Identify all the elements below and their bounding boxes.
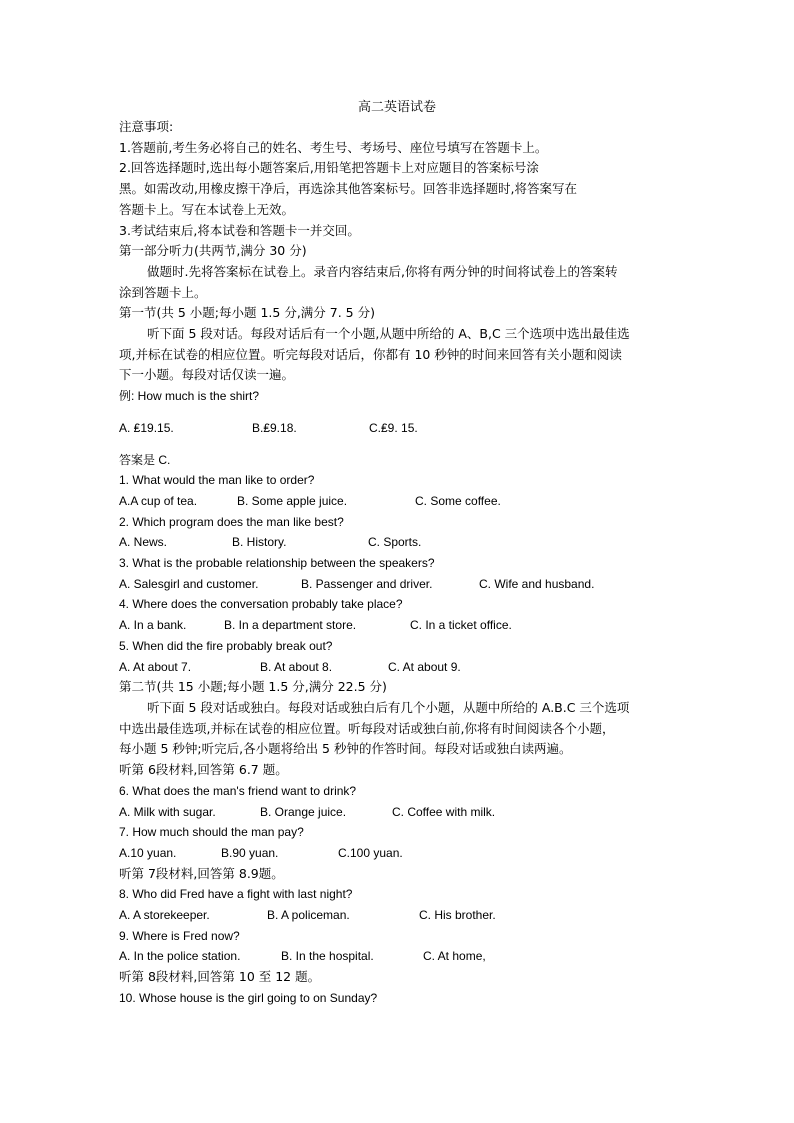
option-a: A. At about 7. <box>119 659 192 674</box>
option-b: B. In a department store. <box>224 618 357 633</box>
example-options <box>119 418 681 439</box>
notice-item-3: 3.考试结束后,将本试卷和答题卡一并交回。 <box>119 222 360 238</box>
option-c: C. Wife and husband. <box>479 576 595 591</box>
section1-instruction: 听下面 5 段对话。每段对话后有一个小题,从题中所给的 A、B,C 三个选项中选出最佳选 <box>147 326 630 342</box>
option-b: B. In the hospital. <box>281 949 374 964</box>
question-options <box>119 946 681 967</box>
question-options <box>119 905 681 926</box>
option-b: B. Orange juice. <box>260 804 347 819</box>
page-title: 高二英语试卷 <box>357 100 436 115</box>
part1-instruction: 做题时.先将答案标在试卷上。录音内容结束后,你将有两分钟的时间将试卷上的答案转 <box>147 263 618 279</box>
option-a: A. In a bank. <box>119 618 187 633</box>
section2-instruction: 听下面 5 段对话或独白。每段对话或独白后有几个小题，从题中所给的 A.B.C 三个选项 <box>147 699 630 715</box>
question: 7. How much should the man pay? <box>119 825 304 840</box>
option-a: A. Milk with sugar. <box>119 804 216 819</box>
notice-item-2b: 黑。如需改动,用橡皮擦干净后，再选涂其他答案标号。回答非选择题时,将答案写在 <box>119 181 577 197</box>
question: 3. What is the probable relationship between the speakers? <box>119 556 435 571</box>
option-b: B. Passenger and driver. <box>301 576 433 591</box>
question: 2. Which program does the man like best? <box>119 514 344 529</box>
option-c: C. At about 9. <box>388 659 461 674</box>
option-c: C.₤9. 15. <box>369 420 418 435</box>
question-options <box>119 802 681 823</box>
part1-heading: 第一部分听力(共两节,满分 30 分) <box>119 243 307 259</box>
material-7-label: 听第 7段材料,回答第 8.9题。 <box>119 865 284 881</box>
option-b: B. At about 8. <box>260 659 333 674</box>
option-a: A. Salesgirl and customer. <box>119 576 259 591</box>
question-options <box>119 574 681 595</box>
section1-instruction: 下一小题。每段对话仅读一遍。 <box>119 367 295 383</box>
option-c: C. Coffee with milk. <box>392 804 496 819</box>
option-b: B. A policeman. <box>267 908 350 923</box>
option-b: B.90 yuan. <box>221 845 279 860</box>
question: 9. Where is Fred now? <box>119 928 240 943</box>
option-c: C. At home, <box>423 949 486 964</box>
option-c: C. Sports. <box>368 535 422 550</box>
question-options <box>119 843 681 864</box>
material-6-label: 听第 6段材料,回答第 6.7 题。 <box>119 762 288 778</box>
option-a: A.A cup of tea. <box>119 493 198 508</box>
question: 4. Where does the conversation probably take place? <box>119 597 403 612</box>
option-a: A. In the police station. <box>119 949 241 964</box>
question: 6. What does the man's friend want to drink? <box>119 783 357 798</box>
section2-instruction: 中选出最佳选项,并标在试卷的相应位置。听每段对话或独白前,你将有时间阅读各个小题， <box>119 720 615 736</box>
option-a: A. ₤19.15. <box>119 420 174 435</box>
section2-instruction: 每小题 5 秒钟;听完后,各小题将给出 5 秒钟的作答时间。每段对话或独白读两遍。 <box>119 741 572 757</box>
option-b: B. History. <box>232 535 287 550</box>
example-answer: 答案是 C. <box>119 452 171 467</box>
option-c: C. His brother. <box>419 908 496 923</box>
notice-item-2a: 2.回答选择题时,选出每小题答案后,用铅笔把答题卡上对应题目的答案标号涂 <box>119 160 539 176</box>
part1-instruction: 涂到答题卡上。 <box>119 284 207 300</box>
option-c: C. Some coffee. <box>415 493 501 508</box>
option-c: C. In a ticket office. <box>410 618 512 633</box>
question: 8. Who did Fred have a fight with last night? <box>119 887 353 902</box>
question: 1. What would the man like to order? <box>119 473 315 488</box>
option-b: B. Some apple juice. <box>237 493 348 508</box>
exam-body <box>119 117 681 1009</box>
option-b: B.₤9.18. <box>252 420 297 435</box>
notice-item-1: 1.答题前,考生务必将自己的姓名、考生号、考场号、座位号填写在答题卡上。 <box>119 139 548 155</box>
question-options <box>119 491 681 512</box>
option-a: A. A storekeeper. <box>119 908 210 923</box>
example-question: 例: How much is the shirt? <box>119 389 260 404</box>
section2-heading: 第二节(共 15 小题;每小题 1.5 分,满分 22.5 分) <box>119 679 387 695</box>
question: 10. Whose house is the girl going to on Sunday? <box>119 990 378 1005</box>
section1-heading: 第一节(共 5 小题;每小题 1.5 分,满分 7. 5 分) <box>119 305 375 321</box>
notice-heading: 注意事项: <box>119 119 174 134</box>
option-c: C.100 yuan. <box>338 845 403 860</box>
question-options <box>119 532 681 553</box>
section1-instruction: 项,并标在试卷的相应位置。听完每段对话后，你都有 10 秒钟的时间来回答有关小题和阅读 <box>119 346 622 362</box>
option-a: A.10 yuan. <box>119 845 177 860</box>
notice-item-2c: 答题卡上。写在本试卷上无效。 <box>119 201 295 217</box>
material-8-label: 听第 8段材料,回答第 10 至 12 题。 <box>119 969 321 985</box>
option-a: A. News. <box>119 535 168 550</box>
question-options <box>119 657 681 678</box>
question: 5. When did the fire probably break out? <box>119 638 333 653</box>
question-options <box>119 615 681 636</box>
